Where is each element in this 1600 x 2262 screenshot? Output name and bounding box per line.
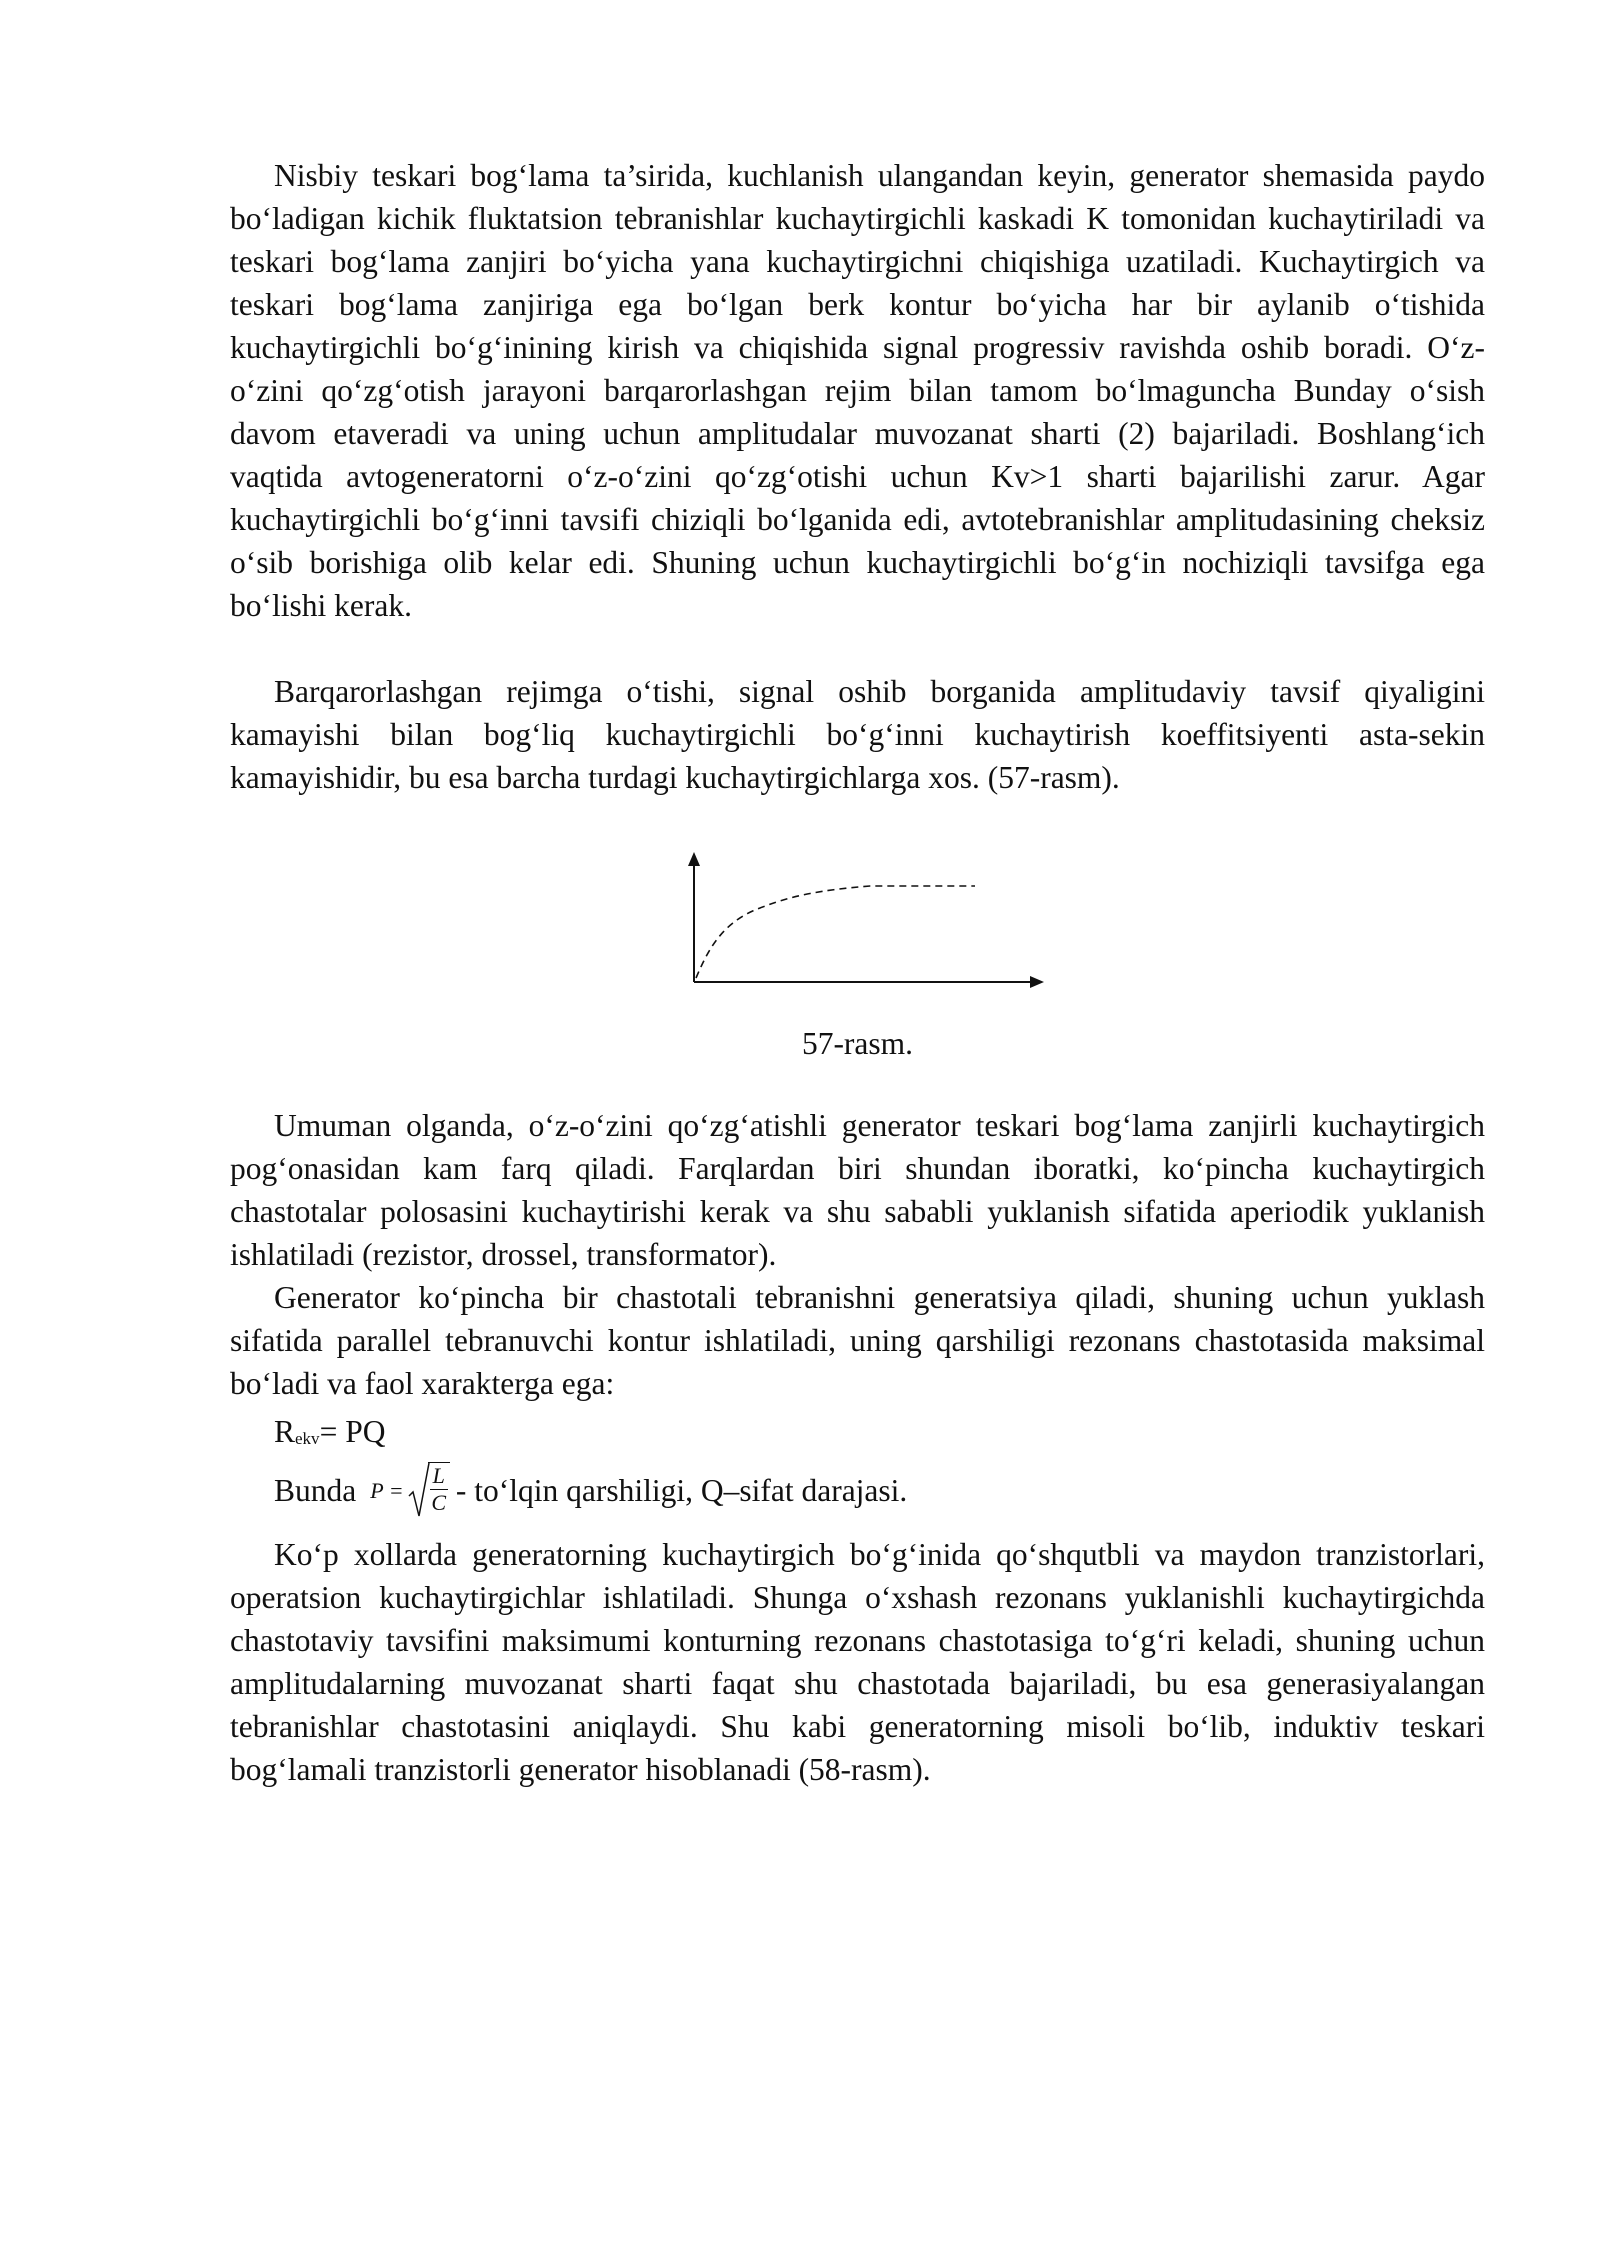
sqrt-icon — [408, 1462, 450, 1518]
paragraph-5: Ko‘p xollarda generatorning kuchaytirgich bo‘g‘inida qo‘shqutbli va maydon tranzistorlari, operatsion kuchaytirgichlar ishlatiladi. Shunga o‘xshash rezonans yuklanishli kuchaytirgichda chastotaviy tavsifini maksimumi konturning rezonans chastotasiga to‘g‘ri keladi, shuning uchun amplitudalarning muvozanat sharti faqat shu chastotada bajariladi, bu esa generasiyalangan tebranishlar chastotasini aniqlaydi. Shu kabi generatorning misoli bo‘lib, induktiv teskari bog‘lamali tranzistorli generator hisoblanadi (58-rasm). — [230, 1537, 1485, 1787]
figure-57 — [630, 850, 1050, 1010]
formula-suffix: - to‘lqin qarshiligi, Q–sifat darajasi. — [455, 1472, 908, 1508]
formula-subscript: ekv — [295, 1429, 320, 1448]
formula-rekv — [274, 1410, 385, 1460]
x-axis-arrow-icon — [1030, 976, 1044, 988]
paragraph-2: Barqarorlashgan rejimga o‘tishi, signal oshib borganida amplitudaviy tavsif qiyaligini kamayishi bilan bog‘liq kuchaytirgichli bo‘g‘inni kuchaytirish koeffitsiyenti asta-sekin kamayishidir, bu esa barcha turdagi kuchaytirgichlarga xos. (57-rasm). — [230, 674, 1485, 795]
fraction-numerator: L — [430, 1463, 448, 1490]
fraction — [428, 1462, 450, 1518]
fraction-denominator: C — [431, 1490, 447, 1515]
paragraph-4: Generator ko‘pincha bir chastotali tebranishni generatsiya qiladi, shuning uchun yuklash sifatida parallel tebranuvchi kontur ishlatiladi, uning qarshiligi rezonans chastotasida maksimal bo‘ladi va faol xarakterga ega: — [230, 1280, 1485, 1401]
amplitude-curve — [696, 886, 975, 978]
formula-symbol: R — [274, 1414, 296, 1449]
formula-wave-resistance — [274, 1462, 907, 1518]
paragraph-3: Umuman olganda, o‘z-o‘zini qo‘zg‘atishli generator teskari bog‘lama zanjirli kuchaytirgich pog‘onasidan kam farq qiladi. Farqlardan biri shundan iboratki, ko‘pincha kuchaytirgich chastotalar polosasini kuchaytirishi kerak va shu sababli yuklanish sifatida aperiodik yuklanish ishlatiladi (rezistor, drossel, transformator). — [230, 1108, 1485, 1272]
sqrt-expression — [370, 1462, 450, 1518]
formula-rhs: = PQ — [319, 1414, 386, 1449]
saturation-curve-diagram — [630, 850, 1050, 1010]
y-axis-arrow-icon — [688, 852, 700, 866]
paragraph-1: Nisbiy teskari bog‘lama ta’sirida, kuchlanish ulangandan keyin, generator shemasida paydo bo‘ladigan kichik fluktatsion tebranishlar kuchaytirgichli kaskadi K tomonidan kuchaytiriladi va teskari bog‘lama zanjiri bo‘yicha yana kuchaytirgichni chiqishiga uzatiladi. Kuchaytirgich va teskari bog‘lama zanjiriga ega bo‘lgan berk kontur bo‘yicha har bir aylanib o‘tishida kuchaytirgichli bo‘g‘inining kirish va chiqishida signal progressiv ravishda oshib boradi. O‘z-o‘zini qo‘zg‘otish jarayoni barqarorlashgan rejim bilan tamom bo‘lmaguncha Bunday o‘sish davom etaveradi va uning uchun amplitudalar muvozanat sharti (2) bajariladi. Boshlang‘ich vaqtida avtogeneratorni o‘z-o‘zini qo‘zg‘otishi uchun Kv>1 sharti bajarilishi zarur. Agar kuchaytirgichli bo‘g‘inni tavsifi chiziqli bo‘lganida edi, avtotebranishlar amplitudasining cheksiz o‘sib borishiga olib kelar edi. Shuning uchun kuchaytirgichli bo‘g‘in nochiziqli tavsifga ega bo‘lishi kerak. — [230, 158, 1485, 623]
formula-prefix: Bunda — [274, 1472, 357, 1508]
formula-lhs: P = — [370, 1477, 404, 1503]
figure-caption: 57-rasm. — [801, 1026, 914, 1061]
